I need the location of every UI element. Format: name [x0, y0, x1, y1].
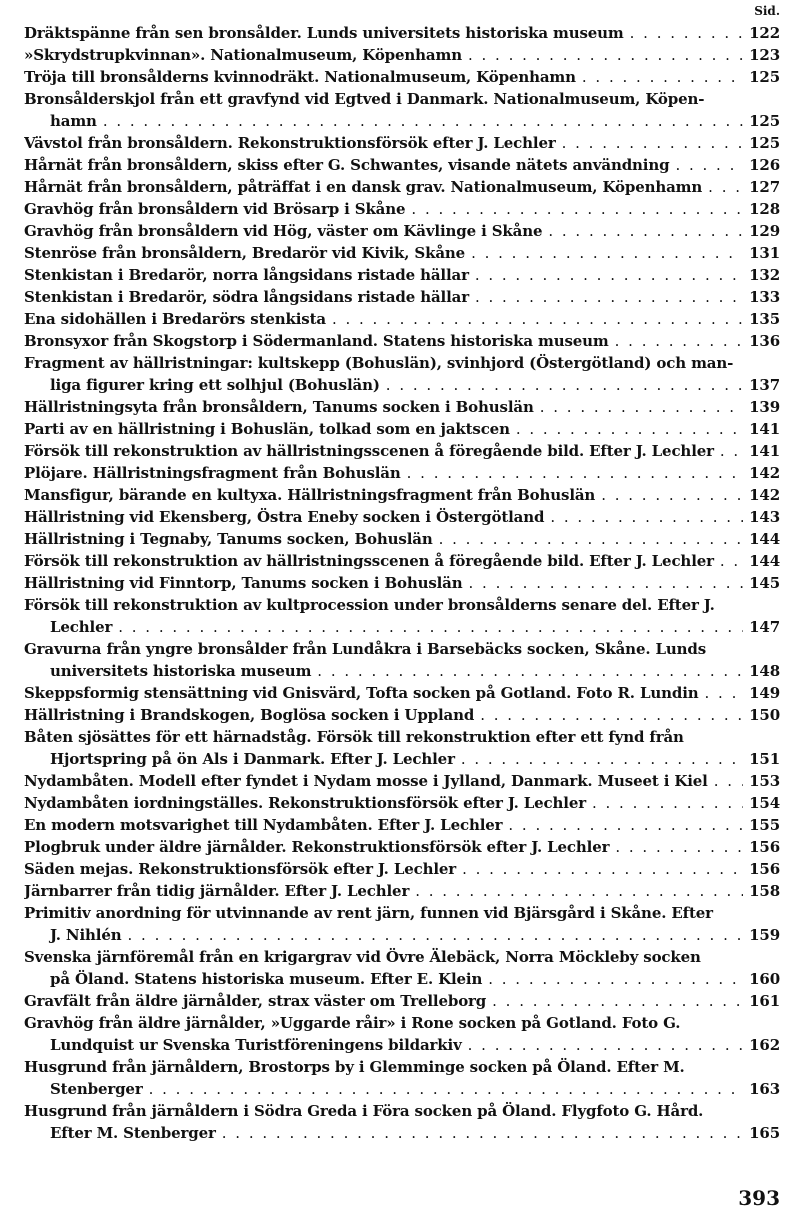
- dot-leader: [708, 176, 743, 198]
- list-item: [24, 946, 780, 990]
- entry-page-number: 161: [749, 992, 780, 1010]
- dot-leader: [475, 264, 743, 286]
- dot-leader: [601, 484, 743, 506]
- list-item: [24, 396, 780, 418]
- dot-leader: [386, 374, 743, 396]
- entry-page-number: 132: [749, 266, 780, 284]
- dot-leader: [630, 22, 744, 44]
- entry-caption: Hällristning i Brandskogen, Boglösa socken i Uppland: [24, 706, 475, 724]
- list-item: [24, 198, 780, 220]
- entry-caption: J. Nihlén: [50, 926, 122, 944]
- dot-leader: [471, 242, 743, 264]
- dot-leader: [462, 858, 743, 880]
- entry-page-number: 122: [749, 24, 780, 42]
- entry-line: [24, 946, 780, 968]
- list-item: [24, 704, 780, 726]
- entry-page-number: 137: [749, 376, 780, 394]
- entry-page-number: 128: [749, 200, 780, 218]
- entry-caption: Hårnät från bronsåldern, påträffat i en dansk grav. Nationalmuseum, Köpenhamn: [24, 178, 703, 196]
- dot-leader: [411, 198, 743, 220]
- entry-page-number: 135: [749, 310, 780, 328]
- entry-page-number: 125: [749, 68, 780, 86]
- list-item: [24, 506, 780, 528]
- entry-page-number: 153: [749, 772, 780, 790]
- list-item: [24, 814, 780, 836]
- dot-leader: [480, 704, 743, 726]
- list-item: [24, 550, 780, 572]
- dot-leader: [461, 748, 743, 770]
- entry-line: [24, 44, 780, 66]
- entry-page-number: 144: [749, 530, 780, 548]
- entry-caption: Primitiv anordning för utvinnande av rent järn, funnen vid Bjärsgård i Skåne. Efter: [24, 904, 713, 922]
- entry-line: [24, 132, 780, 154]
- page-column-header: Sid.: [754, 4, 780, 18]
- dot-leader: [562, 132, 744, 154]
- entry-caption: Bronsålderskjol från ett gravfynd vid Egtved i Danmark. Nationalmuseum, Köpen-: [24, 90, 705, 108]
- list-item: [24, 638, 780, 682]
- dot-leader: [675, 154, 743, 176]
- list-item: [24, 242, 780, 264]
- dot-leader: [469, 572, 744, 594]
- entry-line: [24, 550, 780, 572]
- entry-page-number: 148: [749, 662, 780, 680]
- entry-page-number: 125: [749, 134, 780, 152]
- illustration-list: [24, 22, 780, 1144]
- entry-page-number: 155: [749, 816, 780, 834]
- entry-page-number: 150: [749, 706, 780, 724]
- entry-line: [24, 528, 780, 550]
- dot-leader: [592, 792, 743, 814]
- list-item: [24, 990, 780, 1012]
- list-item: [24, 682, 780, 704]
- entry-caption: Stenkistan i Bredarör, södra långsidans ristade hällar: [24, 288, 469, 306]
- list-item: [24, 484, 780, 506]
- entry-line: [24, 396, 780, 418]
- entry-caption: Gravfält från äldre järnålder, strax väster om Trelleborg: [24, 992, 487, 1010]
- list-item: [24, 770, 780, 792]
- dot-leader: [540, 396, 743, 418]
- entry-continuation-line: [24, 968, 780, 990]
- entry-line: [24, 682, 780, 704]
- dot-leader: [548, 220, 743, 242]
- entry-continuation-line: [24, 924, 780, 946]
- entry-caption: Svenska järnföremål från en krigargrav vid Övre Älebäck, Norra Möckleby socken: [24, 948, 701, 966]
- dot-leader: [475, 286, 743, 308]
- entry-page-number: 142: [749, 464, 780, 482]
- list-item: [24, 418, 780, 440]
- entry-line: [24, 418, 780, 440]
- entry-page-number: 156: [749, 838, 780, 856]
- entry-caption: Lechler: [50, 618, 113, 636]
- dot-leader: [407, 462, 743, 484]
- dot-leader: [615, 330, 744, 352]
- entry-line: [24, 66, 780, 88]
- entry-line: [24, 330, 780, 352]
- entry-caption: Lundquist ur Svenska Turistföreningens bildarkiv: [50, 1036, 462, 1054]
- dot-leader: [439, 528, 744, 550]
- entry-line: [24, 594, 780, 616]
- list-item: [24, 726, 780, 770]
- entry-caption: Tröja till bronsålderns kvinnodräkt. Nationalmuseum, Köpenhamn: [24, 68, 576, 86]
- entry-caption: Bronsyxor från Skogstorp i Södermanland. Statens historiska museum: [24, 332, 609, 350]
- entry-line: [24, 836, 780, 858]
- entry-continuation-line: [24, 1122, 780, 1144]
- entry-caption: Gravhög från äldre järnålder, »Uggarde råir» i Rone socken på Gotland. Foto G.: [24, 1014, 681, 1032]
- dot-leader: [118, 616, 743, 638]
- list-item: [24, 132, 780, 154]
- list-item: [24, 154, 780, 176]
- list-item: [24, 44, 780, 66]
- entry-line: [24, 88, 780, 110]
- dot-leader: [582, 66, 743, 88]
- entry-line: [24, 1056, 780, 1078]
- entry-caption: Dräktspänne från sen bronsålder. Lunds universitets historiska museum: [24, 24, 624, 42]
- list-item: [24, 880, 780, 902]
- entry-page-number: 151: [749, 750, 780, 768]
- entry-caption: Plöjare. Hällristningsfragment från Bohuslän: [24, 464, 401, 482]
- entry-line: [24, 352, 780, 374]
- list-item: [24, 286, 780, 308]
- list-item: [24, 220, 780, 242]
- entry-line: [24, 264, 780, 286]
- entry-line: [24, 990, 780, 1012]
- entry-page-number: 141: [749, 442, 780, 460]
- entry-caption: Efter M. Stenberger: [50, 1124, 216, 1142]
- entry-caption: hamn: [50, 112, 97, 130]
- entry-page-number: 133: [749, 288, 780, 306]
- dot-leader: [332, 308, 743, 330]
- entry-line: [24, 792, 780, 814]
- entry-caption: Mansfigur, bärande en kultyxa. Hällristningsfragment från Bohuslän: [24, 486, 596, 504]
- list-item: [24, 66, 780, 88]
- list-item: [24, 528, 780, 550]
- entry-caption: Båten sjösättes för ett härnadståg. Försök till rekonstruktion efter ett fynd från: [24, 728, 684, 746]
- list-item: [24, 836, 780, 858]
- entry-page-number: 162: [749, 1036, 780, 1054]
- entry-line: [24, 902, 780, 924]
- dot-leader: [222, 1122, 743, 1144]
- entry-page-number: 154: [749, 794, 780, 812]
- list-item: [24, 1100, 780, 1144]
- list-item: [24, 462, 780, 484]
- entry-caption: Fragment av hällristningar: kultskepp (Bohuslän), svinhjord (Östergötland) och man-: [24, 354, 734, 372]
- entry-caption: Nydambåten iordningställes. Rekonstruktionsförsök efter J. Lechler: [24, 794, 586, 812]
- entry-caption: En modern motsvarighet till Nydambåten. Efter J. Lechler: [24, 816, 503, 834]
- entry-page-number: 144: [749, 552, 780, 570]
- dot-leader: [149, 1078, 744, 1100]
- entry-page-number: 126: [749, 156, 780, 174]
- entry-caption: Säden mejas. Rekonstruktionsförsök efter J. Lechler: [24, 860, 457, 878]
- dot-leader: [516, 418, 743, 440]
- entry-page-number: 160: [749, 970, 780, 988]
- dot-leader: [492, 990, 743, 1012]
- entry-caption: Hällristning i Tegnaby, Tanums socken, Bohuslän: [24, 530, 433, 548]
- entry-caption: Stenröse från bronsåldern, Bredarör vid Kivik, Skåne: [24, 244, 466, 262]
- entry-line: [24, 22, 780, 44]
- list-item: [24, 594, 780, 638]
- entry-page-number: 125: [749, 112, 780, 130]
- entry-line: [24, 506, 780, 528]
- entry-caption: Stenkistan i Bredarör, norra långsidans ristade hällar: [24, 266, 469, 284]
- dot-leader: [720, 440, 743, 462]
- entry-caption: Hårnät från bronsåldern, skiss efter G. Schwantes, visande nätets användning: [24, 156, 670, 174]
- dot-leader: [705, 682, 744, 704]
- entry-page-number: 145: [749, 574, 780, 592]
- entry-caption: Ena sidohällen i Bredarörs stenkista: [24, 310, 326, 328]
- list-item: [24, 264, 780, 286]
- entry-caption: Gravurna från yngre bronsålder från Lundåkra i Barsebäcks socken, Skåne. Lunds: [24, 640, 707, 658]
- entry-continuation-line: [24, 110, 780, 132]
- entry-caption: »Skrydstrupkvinnan». Nationalmuseum, Köpenhamn: [24, 46, 462, 64]
- entry-line: [24, 704, 780, 726]
- entry-continuation-line: [24, 1078, 780, 1100]
- entry-line: [24, 638, 780, 660]
- entry-line: [24, 176, 780, 198]
- entry-caption: Hjortspring på ön Als i Danmark. Efter J. Lechler: [50, 750, 455, 768]
- entry-line: [24, 198, 780, 220]
- entry-line: [24, 770, 780, 792]
- dot-leader: [128, 924, 744, 946]
- list-item: [24, 792, 780, 814]
- entry-page-number: 123: [749, 46, 780, 64]
- entry-page-number: 159: [749, 926, 780, 944]
- list-item: [24, 440, 780, 462]
- dot-leader: [550, 506, 743, 528]
- entry-caption: Gravhög från bronsåldern vid Hög, väster om Kävlinge i Skåne: [24, 222, 543, 240]
- entry-caption: Hällristning vid Ekensberg, Östra Eneby socken i Östergötland: [24, 508, 545, 526]
- entry-page-number: 131: [749, 244, 780, 262]
- entry-caption: Skeppsformig stensättning vid Gnisvärd, Tofta socken på Gotland. Foto R. Lundin: [24, 684, 699, 702]
- entry-line: [24, 154, 780, 176]
- list-item: [24, 858, 780, 880]
- entry-page-number: 163: [749, 1080, 780, 1098]
- entry-continuation-line: [24, 616, 780, 638]
- entry-caption: på Öland. Statens historiska museum. Efter E. Klein: [50, 970, 483, 988]
- entry-caption: Husgrund från järnåldern i Södra Greda i Föra socken på Öland. Flygfoto G. Hård.: [24, 1102, 704, 1120]
- dot-leader: [468, 44, 743, 66]
- entry-line: [24, 308, 780, 330]
- entry-page-number: 129: [749, 222, 780, 240]
- entry-page-number: 141: [749, 420, 780, 438]
- entry-continuation-line: [24, 1034, 780, 1056]
- entry-line: [24, 440, 780, 462]
- page-number: 393: [738, 1186, 780, 1210]
- entry-line: [24, 242, 780, 264]
- list-item: [24, 1056, 780, 1100]
- dot-leader: [488, 968, 743, 990]
- entry-caption: Parti av en hällristning i Bohuslän, tolkad som en jaktscen: [24, 420, 510, 438]
- entry-page-number: 149: [749, 684, 780, 702]
- entry-caption: Hällristning vid Finntorp, Tanums socken i Bohuslän: [24, 574, 463, 592]
- dot-leader: [317, 660, 743, 682]
- entry-line: [24, 484, 780, 506]
- entry-line: [24, 462, 780, 484]
- list-item: [24, 308, 780, 330]
- entry-caption: Husgrund från järnåldern, Brostorps by i Glemminge socken på Öland. Efter M.: [24, 1058, 685, 1076]
- entry-line: [24, 814, 780, 836]
- list-item: [24, 902, 780, 946]
- entry-caption: liga figurer kring ett solhjul (Bohuslän): [50, 376, 380, 394]
- list-item: [24, 1012, 780, 1056]
- dot-leader: [714, 770, 743, 792]
- list-item: [24, 572, 780, 594]
- entry-page-number: 127: [749, 178, 780, 196]
- dot-leader: [468, 1034, 743, 1056]
- entry-line: [24, 1012, 780, 1034]
- dot-leader: [720, 550, 743, 572]
- entry-page-number: 136: [749, 332, 780, 350]
- entry-caption: Nydambåten. Modell efter fyndet i Nydam mosse i Jylland, Danmark. Museet i Kiel: [24, 772, 708, 790]
- entry-page-number: 139: [749, 398, 780, 416]
- dot-leader: [615, 836, 743, 858]
- entry-continuation-line: [24, 374, 780, 396]
- list-item: [24, 22, 780, 44]
- entry-page-number: 142: [749, 486, 780, 504]
- entry-caption: Försök till rekonstruktion av kultprocession under bronsålderns senare del. Efter J.: [24, 596, 715, 614]
- entry-page-number: 165: [749, 1124, 780, 1142]
- dot-leader: [415, 880, 743, 902]
- entry-caption: Järnbarrer från tidig järnålder. Efter J. Lechler: [24, 882, 410, 900]
- entry-caption: Stenberger: [50, 1080, 143, 1098]
- list-item: [24, 88, 780, 132]
- list-item: [24, 330, 780, 352]
- list-item: [24, 352, 780, 396]
- entry-page-number: 156: [749, 860, 780, 878]
- entry-caption: Plogbruk under äldre järnålder. Rekonstruktionsförsök efter J. Lechler: [24, 838, 610, 856]
- entry-caption: Hällristningsyta från bronsåldern, Tanums socken i Bohuslän: [24, 398, 534, 416]
- entry-line: [24, 220, 780, 242]
- entry-caption: universitets historiska museum: [50, 662, 312, 680]
- entry-continuation-line: [24, 660, 780, 682]
- entry-caption: Försök till rekonstruktion av hällristningsscenen å föregående bild. Efter J. Lechler: [24, 552, 714, 570]
- entry-continuation-line: [24, 748, 780, 770]
- entry-line: [24, 1100, 780, 1122]
- entry-line: [24, 858, 780, 880]
- entry-caption: Vävstol från bronsåldern. Rekonstruktionsförsök efter J. Lechler: [24, 134, 556, 152]
- entry-line: [24, 726, 780, 748]
- entry-line: [24, 286, 780, 308]
- entry-caption: Försök till rekonstruktion av hällristningsscenen å föregående bild. Efter J. Lechler: [24, 442, 714, 460]
- entry-page-number: 158: [749, 882, 780, 900]
- list-item: [24, 176, 780, 198]
- entry-line: [24, 880, 780, 902]
- entry-line: [24, 572, 780, 594]
- dot-leader: [103, 110, 743, 132]
- entry-page-number: 143: [749, 508, 780, 526]
- dot-leader: [508, 814, 743, 836]
- entry-caption: Gravhög från bronsåldern vid Brösarp i Skåne: [24, 200, 406, 218]
- entry-page-number: 147: [749, 618, 780, 636]
